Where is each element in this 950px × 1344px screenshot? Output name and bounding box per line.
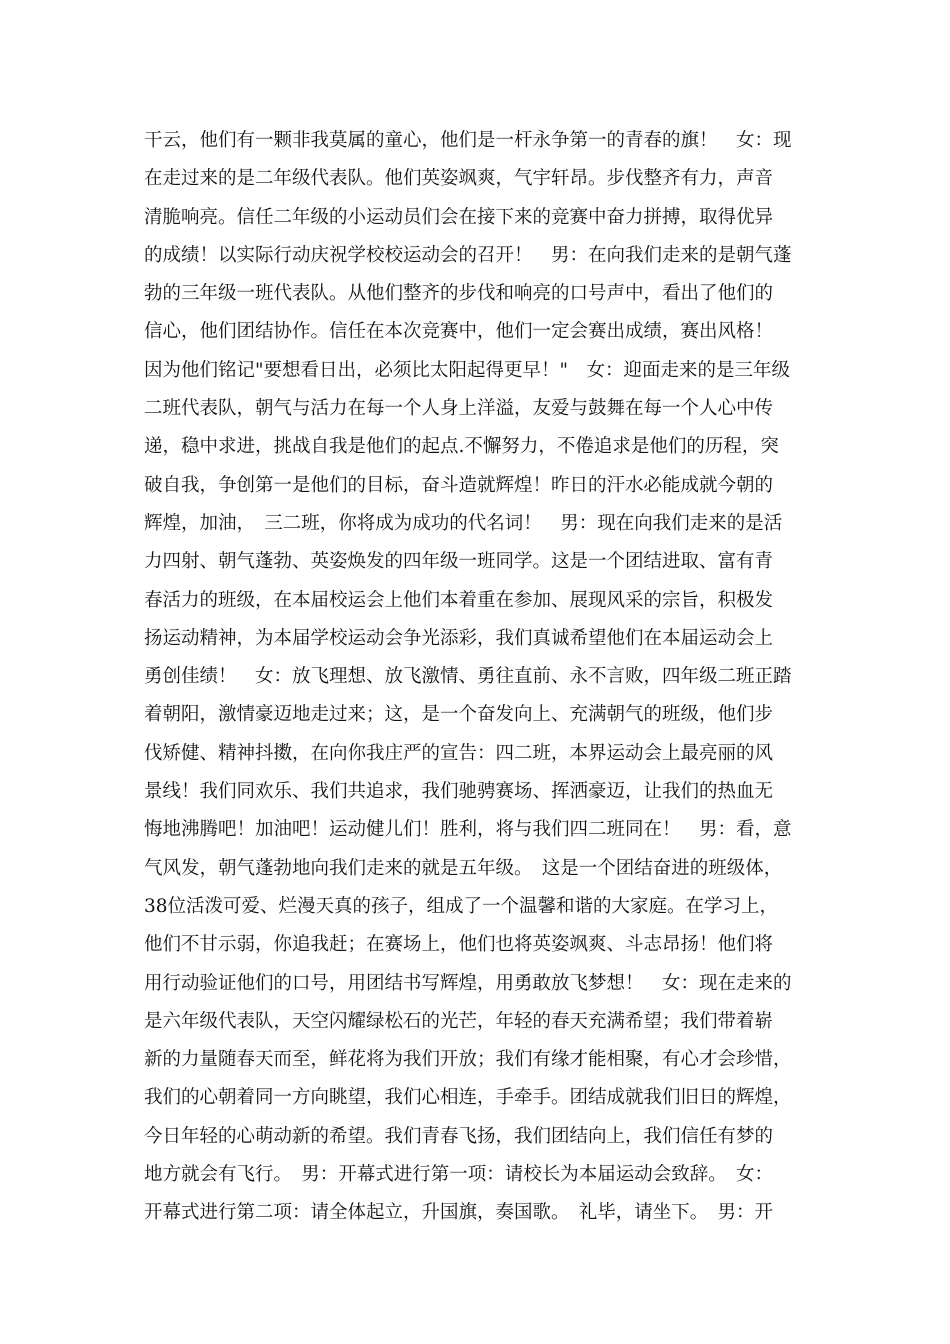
text-line-12: 力四射、朝气蓬勃、英姿焕发的四年级一班同学。这是一个团结进取、富有青 <box>144 551 774 573</box>
text-line-7: 因为他们铭记"要想看日出，必须比太阳起得更早！" 女：迎面走来的是三年级 <box>144 359 791 381</box>
text-line-6: 信心，他们团结协作。信任在本次竞赛中，他们一定会赛出成绩，赛出风格！ <box>144 321 774 343</box>
text-line-4: 的成绩！以实际行动庆祝学校校运动会的召开！ 男：在向我们走来的是朝气蓬 <box>144 244 792 266</box>
text-line-19: 悔地沸腾吧！加油吧！运动健儿们！胜利，将与我们四二班同在！ 男：看，意 <box>144 819 792 841</box>
text-line-11: 辉煌，加油， 三二班，你将成为成功的代名词！ 男：现在向我们走来的是活 <box>144 512 783 534</box>
text-line-21: 38位活泼可爱、烂漫天真的孩子，组成了一个温馨和谐的大家庭。在学习上， <box>144 895 779 917</box>
text-line-1: 干云，他们有一颗非我莫属的童心，他们是一杆永争第一的青春的旗！ 女：现 <box>144 130 792 151</box>
text-line-29: 开幕式进行第二项：请全体起立，升国旗，奏国歌。 礼毕，请坐下。 男：开 <box>144 1202 774 1224</box>
text-line-24: 是六年级代表队，天空闪耀绿松石的光芒，年轻的春天充满希望；我们带着崭 <box>144 1010 774 1032</box>
text-line-5: 勃的三年级一班代表队。从他们整齐的步伐和响亮的口号声中，看出了他们的 <box>144 283 774 305</box>
text-line-15: 勇创佳绩！ 女：放飞理想、放飞激情、勇往直前、永不言败，四年级二班正踏 <box>144 666 792 688</box>
text-line-8: 二班代表队，朝气与活力在每一个人身上洋溢，友爱与鼓舞在每一个人心中传 <box>144 398 774 420</box>
text-line-3: 清脆响亮。信任二年级的小运动员们会在接下来的竞赛中奋力拼搏，取得优异 <box>144 206 774 228</box>
text-line-27: 今日年轻的心萌动新的希望。我们青春飞扬，我们团结向上，我们信任有梦的 <box>144 1125 774 1147</box>
text-line-20: 气风发，朝气蓬勃地向我们走来的就是五年级。 这是一个团结奋进的班级体， <box>144 857 783 879</box>
text-line-25: 新的力量随春天而至，鲜花将为我们开放；我们有缘才能相聚，有心才会珍惜， <box>144 1049 792 1071</box>
text-line-10: 破自我，争创第一是他们的目标，奋斗造就辉煌！昨日的汗水必能成就今朝的 <box>144 474 774 496</box>
text-line-18: 景线！我们同欢乐、我们共追求，我们驰骋赛场、挥洒豪迈，让我们的热血无 <box>144 781 774 803</box>
text-line-13: 春活力的班级，在本届校运会上他们本着重在参加、展现风采的宗旨，积极发 <box>144 589 774 611</box>
text-line-17: 伐矫健、精神抖擞，在向你我庄严的宣告：四二班，本界运动会上最亮丽的风 <box>144 742 774 764</box>
text-line-28: 地方就会有飞行。 男：开幕式进行第一项：请校长为本届运动会致辞。 女： <box>144 1164 774 1186</box>
text-line-14: 扬运动精神，为本届学校运动会争光添彩，我们真诚希望他们在本届运动会上 <box>144 627 774 649</box>
text-line-9: 递，稳中求进，挑战自我是他们的起点.不懈努力，不倦追求是他们的历程，突 <box>144 436 779 458</box>
body-text <box>144 122 814 1233</box>
text-line-2: 在走过来的是二年级代表队。他们英姿飒爽，气宇轩昂。步伐整齐有力，声音 <box>144 168 774 190</box>
text-line-23: 用行动验证他们的口号，用团结书写辉煌，用勇敢放飞梦想！ 女：现在走来的 <box>144 972 792 994</box>
text-line-22: 他们不甘示弱，你追我赶；在赛场上，他们也将英姿飒爽、斗志昂扬！他们将 <box>144 934 774 956</box>
text-line-16: 着朝阳，激情豪迈地走过来；这，是一个奋发向上、充满朝气的班级，他们步 <box>144 704 774 726</box>
text-line-26: 我们的心朝着同一方向眺望，我们心相连，手牵手。团结成就我们旧日的辉煌， <box>144 1087 792 1109</box>
